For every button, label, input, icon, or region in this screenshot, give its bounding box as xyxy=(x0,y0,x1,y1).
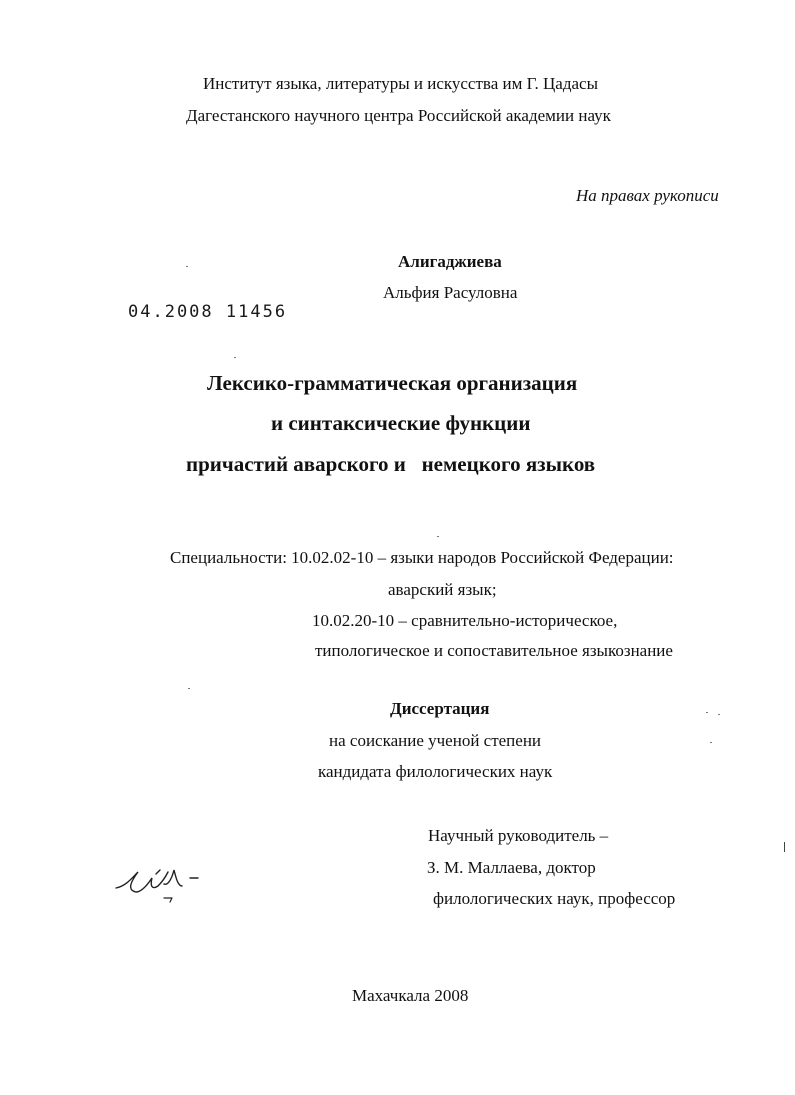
supervisor-line-3: филологических наук, профессор xyxy=(433,889,676,908)
scan-speck xyxy=(186,266,188,267)
scan-speck xyxy=(188,688,190,689)
work-type-line-2: кандидата филологических наук xyxy=(318,762,553,781)
work-type-heading: Диссертация xyxy=(390,699,490,718)
work-type-line-1: на соискание ученой степени xyxy=(329,731,542,750)
specialties-line-1: Специальности: 10.02.02-10 – языки народов Российской Федерации: xyxy=(170,548,674,567)
registration-stamp: 04.2008 11456 xyxy=(128,302,288,322)
place-year: Махачкала 2008 xyxy=(352,986,469,1005)
institute-line-1: Институт языка, литературы и искусства им Г. Цадасы xyxy=(203,74,599,93)
title-line-1: Лексико-грамматическая организация xyxy=(207,371,578,395)
supervisor-line-2: З. М. Маллаева, доктор xyxy=(427,858,596,877)
author-surname: Алигаджиева xyxy=(398,252,502,271)
specialties-line-2: аварский язык; xyxy=(388,580,497,599)
institute-line-2: Дагестанского научного центра Российской академии наук xyxy=(186,106,611,125)
scan-speck xyxy=(234,357,236,358)
specialties-line-4: типологическое и сопоставительное языкознание xyxy=(315,641,673,660)
title-line-3: причастий аварского и немецкого языков xyxy=(186,452,596,476)
supervisor-line-1: Научный руководитель – xyxy=(428,826,609,845)
scan-speck xyxy=(437,536,439,537)
scan-speck xyxy=(718,714,720,715)
scan-speck xyxy=(784,842,785,852)
author-given-names: Альфия Расуловна xyxy=(383,283,518,302)
manuscript-note: На правах рукописи xyxy=(576,186,719,205)
specialties-line-3: 10.02.20-10 – сравнительно-историческое, xyxy=(312,611,618,630)
scan-speck xyxy=(706,712,708,713)
title-line-2: и синтаксические функции xyxy=(271,411,531,435)
handwritten-signature xyxy=(112,856,212,906)
scan-speck xyxy=(710,742,712,743)
